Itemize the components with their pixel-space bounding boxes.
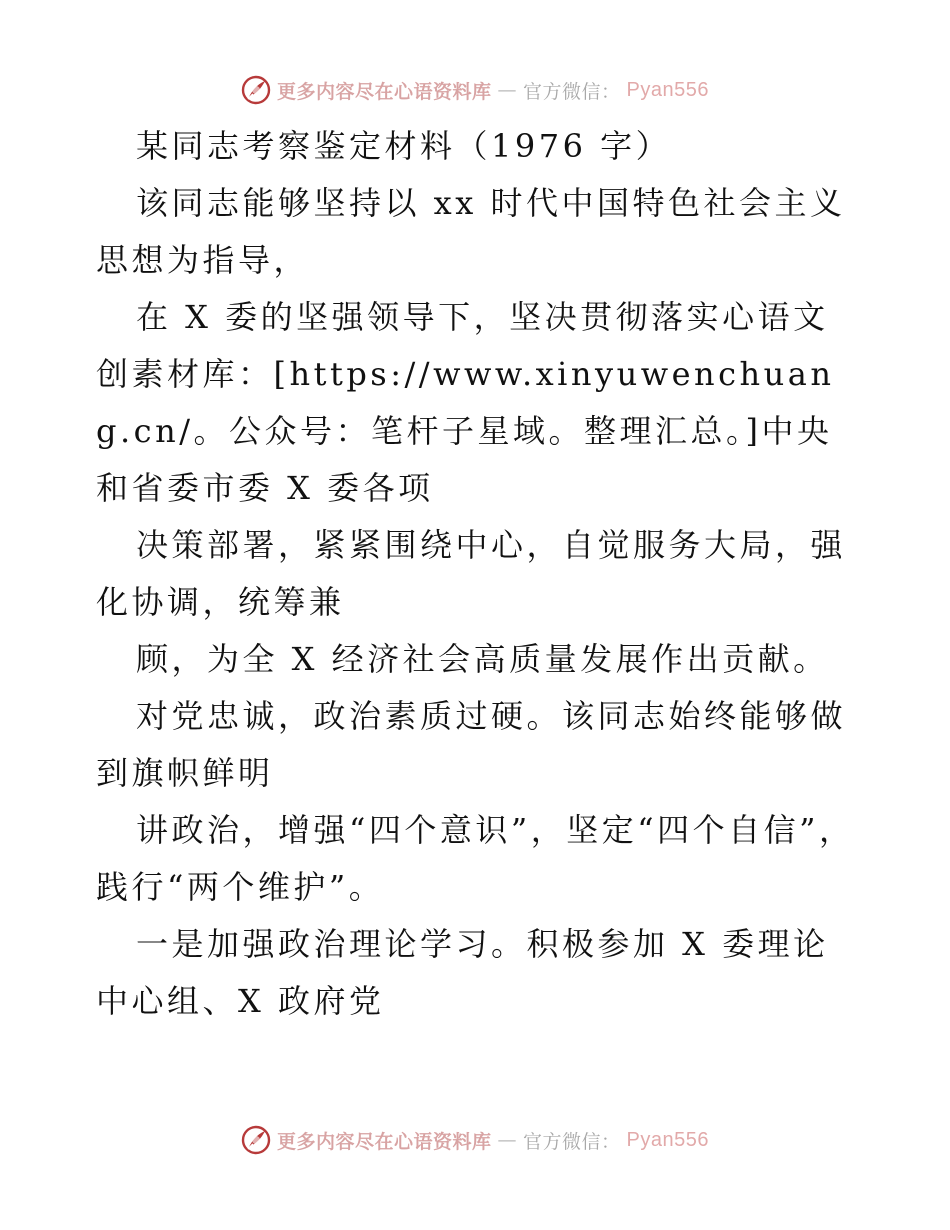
- banner-site-text: 更多内容尽在心语资料库: [277, 1130, 492, 1153]
- document-title: 某同志考察鉴定材料（1976 字）: [136, 127, 672, 165]
- paragraph: 顾，为全 X 经济社会高质量发展作出贡献。: [136, 640, 829, 678]
- paragraph: 决策部署，紧紧围绕中心，自觉服务大局，强化协调，统筹兼: [96, 526, 847, 621]
- banner-dash: —: [497, 1129, 518, 1151]
- document-body: [96, 118, 856, 1030]
- banner-dash: —: [497, 79, 518, 101]
- paragraph: 该同志能够坚持以 xx 时代中国特色社会主义思想为指导，: [96, 184, 846, 279]
- paragraph: 对党忠诚，政治素质过硬。该同志始终能够做到旗帜鲜明: [96, 697, 847, 792]
- banner-wechat-id: Pyan556: [626, 1128, 709, 1151]
- footer-banner: [0, 1122, 950, 1158]
- banner-site-text: 更多内容尽在心语资料库: [277, 80, 492, 103]
- banner-official-label: 官方微信：: [523, 1130, 621, 1153]
- banner-wechat-id: Pyan556: [626, 78, 709, 101]
- feather-pen-logo-icon: [241, 75, 271, 105]
- paragraph: 讲政治，增强“四个意识”，坚定“四个自信”，践行“两个维护”。: [96, 811, 855, 906]
- feather-pen-logo-icon: [241, 1125, 271, 1155]
- paragraph: 在 X 委的坚强领导下，坚决贯彻落实心语文创素材库：[https://www.xinyuwenchuang.cn/。公众号：笔杆子星域。整理汇总。]中央和省委市委 X 委各项: [96, 298, 835, 507]
- banner-official-label: 官方微信：: [523, 80, 621, 103]
- header-banner: [0, 72, 950, 108]
- paragraph: 一是加强政治理论学习。积极参加 X 委理论中心组、X 政府党: [96, 925, 829, 1020]
